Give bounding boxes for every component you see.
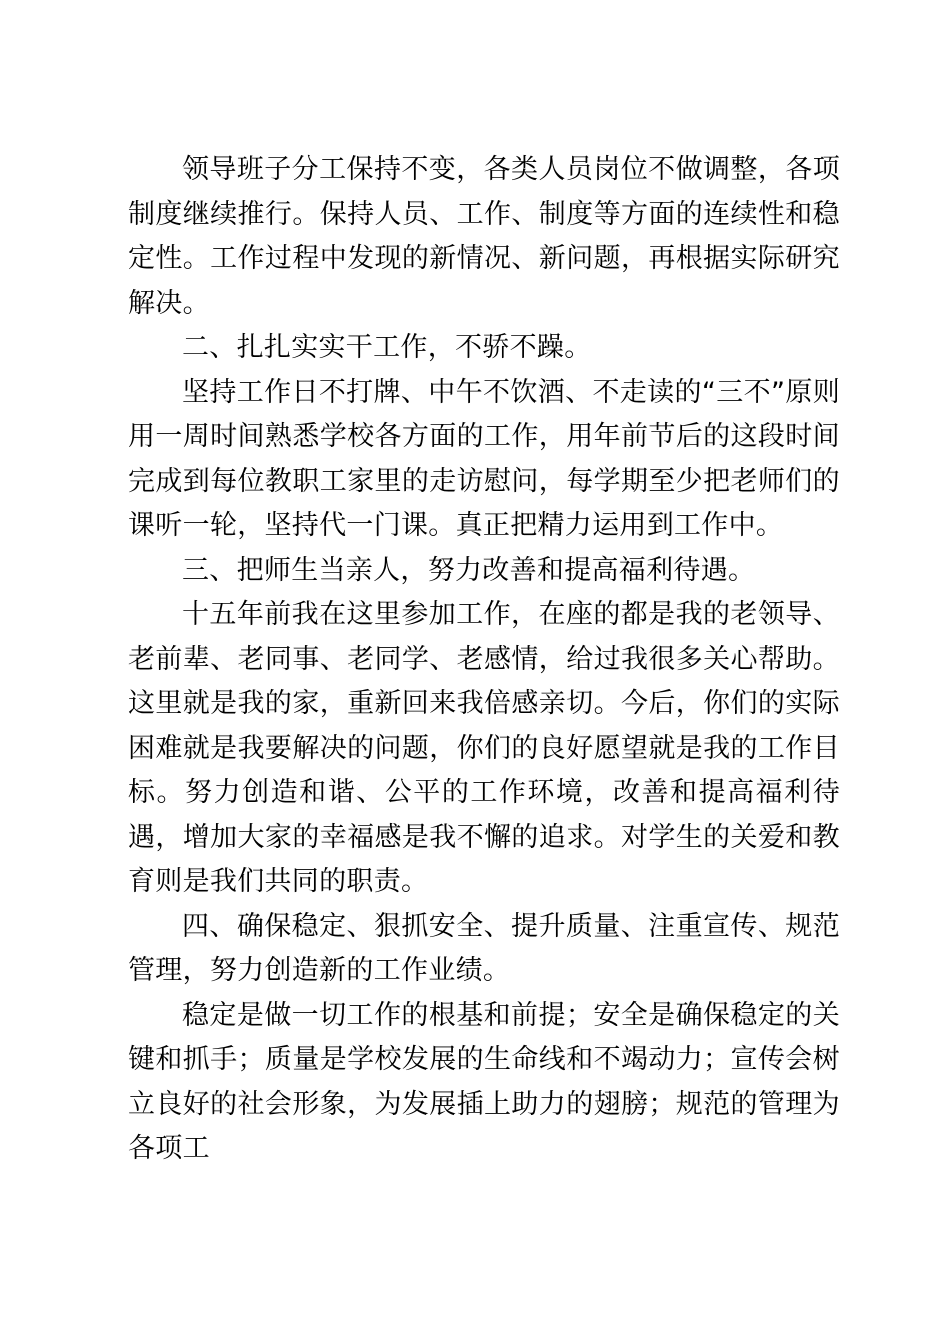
section-heading-3: 三、把师生当亲人，努力改善和提高福利待遇。 — [182, 554, 756, 586]
section-heading-4: 四、确保稳定、狠抓安全、提升质量、注重宣传、规范管理，努力创造新的工作业绩。 — [128, 910, 840, 986]
paragraph-stability-safety: 稳定是做一切工作的根基和前提；安全是确保稳定的关键和抓手；质量是学校发展的生命线和不竭动力；宣传会树立良好的社会形象，为发展插上助力的翅膀；规范的管理为各项工 — [128, 999, 840, 1164]
paragraph-leadership-continuity: 领导班子分工保持不变，各类人员岗位不做调整，各项制度继续推行。保持人员、工作、制度等方面的连续性和稳定性。工作过程中发现的新情况、新问题，再根据实际研究解决。 — [128, 154, 840, 319]
document-body — [128, 148, 840, 1172]
paragraph-three-nos: 坚持工作日不打牌、中午不饮酒、不走读的“三不”原则用一周时间熟悉学校各方面的工作，用年前节后的这段时间完成到每位教职工家里的走访慰问，每学期至少把老师们的课听一轮，坚持代一门课。真正把精力运用到工作中。 — [128, 376, 840, 541]
section-heading-2: 二、扎扎实实干工作，不骄不躁。 — [182, 332, 592, 363]
paragraph-welfare: 十五年前我在这里参加工作，在座的都是我的老领导、老前辈、老同事、老同学、老感情，给过我很多关心帮助。这里就是我的家，重新回来我倍感亲切。今后，你们的实际困难就是我要解决的问题，你们的良好愿望就是我的工作目标。努力创造和谐、公平的工作环境，改善和提高福利待遇，增加大家的幸福感是我不懈的追求。对学生的关爱和教育则是我们共同的职责。 — [128, 599, 840, 897]
